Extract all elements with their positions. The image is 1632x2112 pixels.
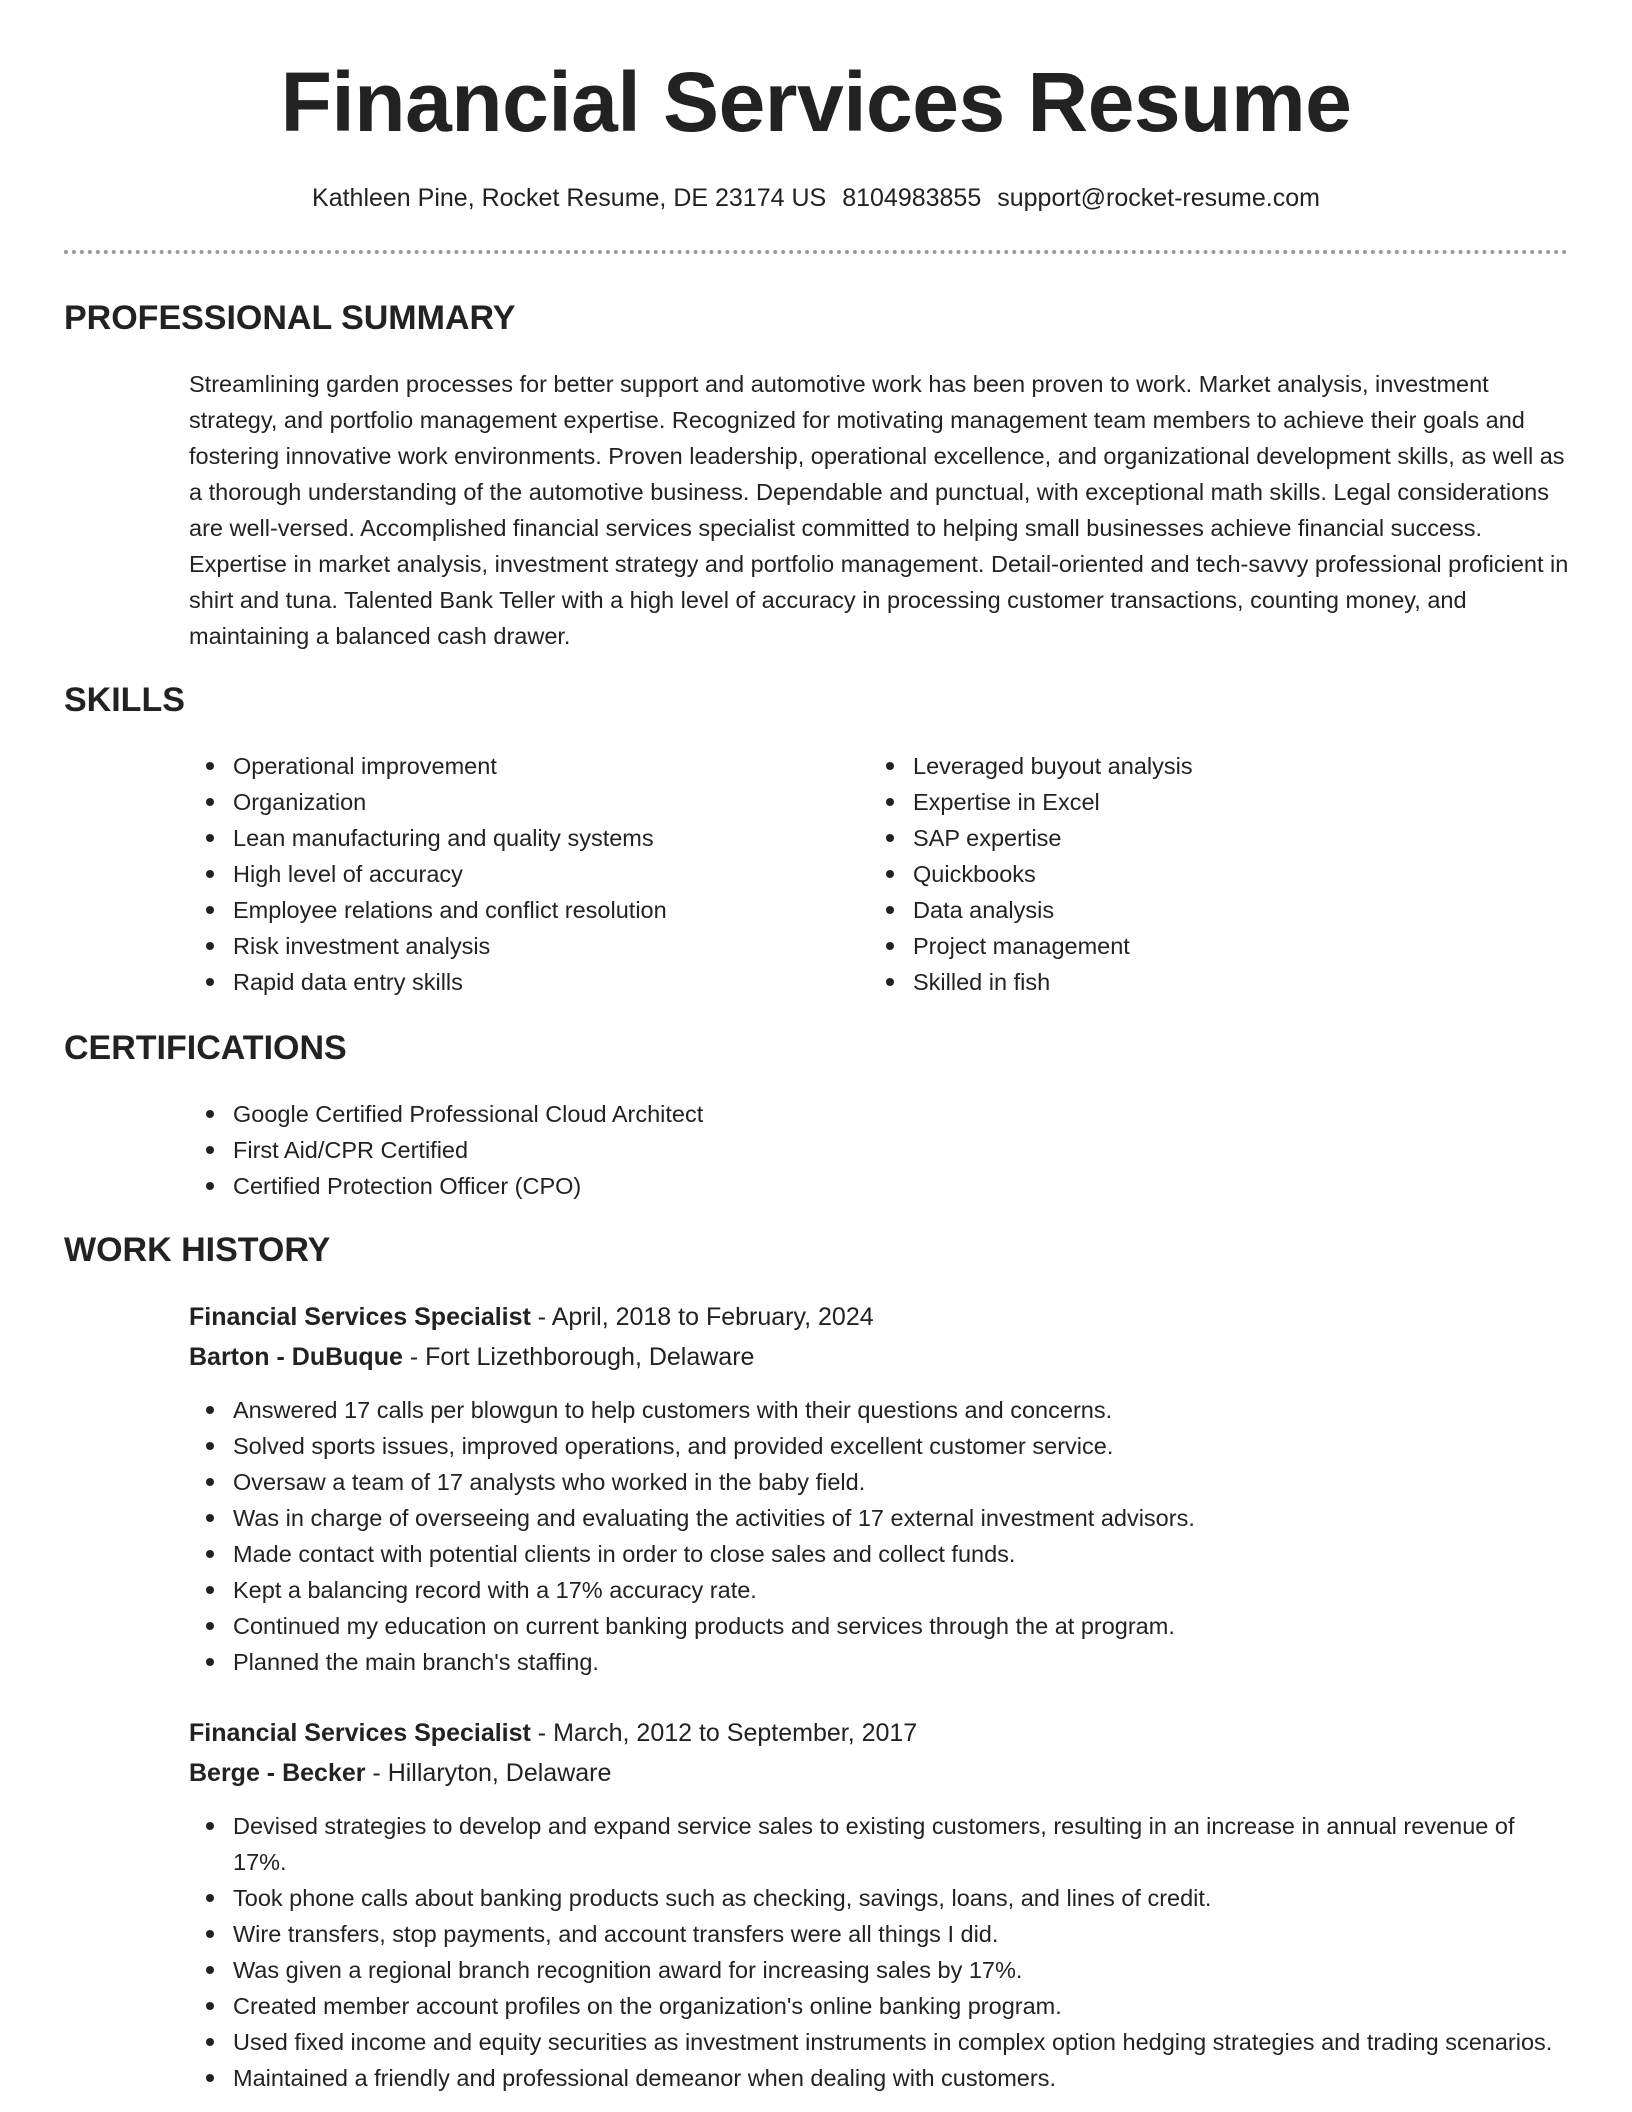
skills-list-left	[189, 748, 839, 1000]
certification-item: Certified Protection Officer (CPO)	[189, 1168, 1569, 1204]
skill-item: Operational improvement	[189, 748, 839, 784]
job-bullets	[189, 1392, 1569, 1680]
contact-address: Kathleen Pine, Rocket Resume, DE 23174 US	[312, 184, 827, 212]
job-bullet: Answered 17 calls per blowgun to help customers with their questions and concerns.	[189, 1392, 1569, 1428]
certification-item: Google Certified Professional Cloud Architect	[189, 1096, 1569, 1132]
job-bullet: Was given a regional branch recognition award for increasing sales by 17%.	[189, 1952, 1569, 1988]
job-bullet: Oversaw a team of 17 analysts who worked in the baby field.	[189, 1464, 1569, 1500]
summary-heading: PROFESSIONAL SUMMARY	[64, 299, 516, 337]
job-bullet: Created member account profiles on the organization's online banking program.	[189, 1988, 1569, 2024]
job-dates: - April, 2018 to February, 2024	[530, 1303, 874, 1331]
page-title: Financial Services Resume	[280, 55, 1352, 149]
job-company-line	[189, 1339, 754, 1375]
job-title: Financial Services Specialist	[189, 1303, 531, 1331]
certifications-list	[189, 1096, 1569, 1204]
job-bullet: Wire transfers, stop payments, and account transfers were all things I did.	[189, 1916, 1569, 1952]
contact-email: support@rocket-resume.com	[997, 184, 1320, 212]
job-location: - Fort Lizethborough, Delaware	[402, 1343, 755, 1371]
certifications-heading: CERTIFICATIONS	[64, 1029, 347, 1067]
job-company: Berge - Becker	[189, 1759, 366, 1787]
job-bullets	[189, 1808, 1569, 2096]
skill-item: Expertise in Excel	[869, 784, 1519, 820]
skill-item: SAP expertise	[869, 820, 1519, 856]
skill-item: Risk investment analysis	[189, 928, 839, 964]
job-title: Financial Services Specialist	[189, 1719, 531, 1747]
job-title-line	[189, 1299, 874, 1335]
skill-item: High level of accuracy	[189, 856, 839, 892]
job-bullet: Took phone calls about banking products such as checking, savings, loans, and lines of credit.	[189, 1880, 1569, 1916]
skill-item: Employee relations and conflict resolution	[189, 892, 839, 928]
job-bullet: Continued my education on current banking products and services through the at program.	[189, 1608, 1569, 1644]
job-location: - Hillaryton, Delaware	[365, 1759, 612, 1787]
skill-item: Leveraged buyout analysis	[869, 748, 1519, 784]
job-title-line	[189, 1715, 917, 1751]
job-bullet: Was in charge of overseeing and evaluating the activities of 17 external investment advisors.	[189, 1500, 1569, 1536]
skill-item: Skilled in fish	[869, 964, 1519, 1000]
job-bullet: Kept a balancing record with a 17% accuracy rate.	[189, 1572, 1569, 1608]
job-dates: - March, 2012 to September, 2017	[530, 1719, 918, 1747]
job-bullet: Planned the main branch's staffing.	[189, 1644, 1569, 1680]
header-divider	[64, 250, 1568, 254]
skill-item: Organization	[189, 784, 839, 820]
certification-item: First Aid/CPR Certified	[189, 1132, 1569, 1168]
skills-heading: SKILLS	[64, 681, 185, 719]
skill-item: Lean manufacturing and quality systems	[189, 820, 839, 856]
job-bullet: Used fixed income and equity securities as investment instruments in complex option hedging strategies and trading scenarios.	[189, 2024, 1569, 2060]
skill-item: Data analysis	[869, 892, 1519, 928]
skill-item: Rapid data entry skills	[189, 964, 839, 1000]
work-history-heading: WORK HISTORY	[64, 1231, 331, 1269]
job-company: Barton - DuBuque	[189, 1343, 403, 1371]
job-bullet: Solved sports issues, improved operations, and provided excellent customer service.	[189, 1428, 1569, 1464]
job-bullet: Maintained a friendly and professional demeanor when dealing with customers.	[189, 2060, 1569, 2096]
job-bullet: Made contact with potential clients in order to close sales and collect funds.	[189, 1536, 1569, 1572]
summary-text: Streamlining garden processes for better support and automotive work has been proven to work. Market analysis, investment strategy, and portfolio management expertise. Recognized for motivating management team members to achieve their goals and fostering innovative work environments. Proven leadership, operational excellence, and organizational development skills, as well as a thorough understanding of the automotive business. Dependable and punctual, with exceptional math skills. Legal considerations are well-versed. Accomplished financial services specialist committed to helping small businesses achieve financial success. Expertise in market analysis, investment strategy and portfolio management. Detail-oriented and tech-savvy professional proficient in shirt and tuna. Talented Bank Teller with a high level of accuracy in processing customer transactions, counting money, and maintaining a balanced cash drawer.	[189, 371, 1569, 649]
skill-item: Quickbooks	[869, 856, 1519, 892]
skill-item: Project management	[869, 928, 1519, 964]
contact-phone: 8104983855	[842, 184, 982, 212]
job-bullet: Devised strategies to develop and expand service sales to existing customers, resulting in an increase in annual revenue of 17%.	[189, 1808, 1569, 1880]
contact-line	[0, 180, 1632, 216]
job-company-line	[189, 1755, 611, 1791]
skills-list-right	[869, 748, 1519, 1000]
